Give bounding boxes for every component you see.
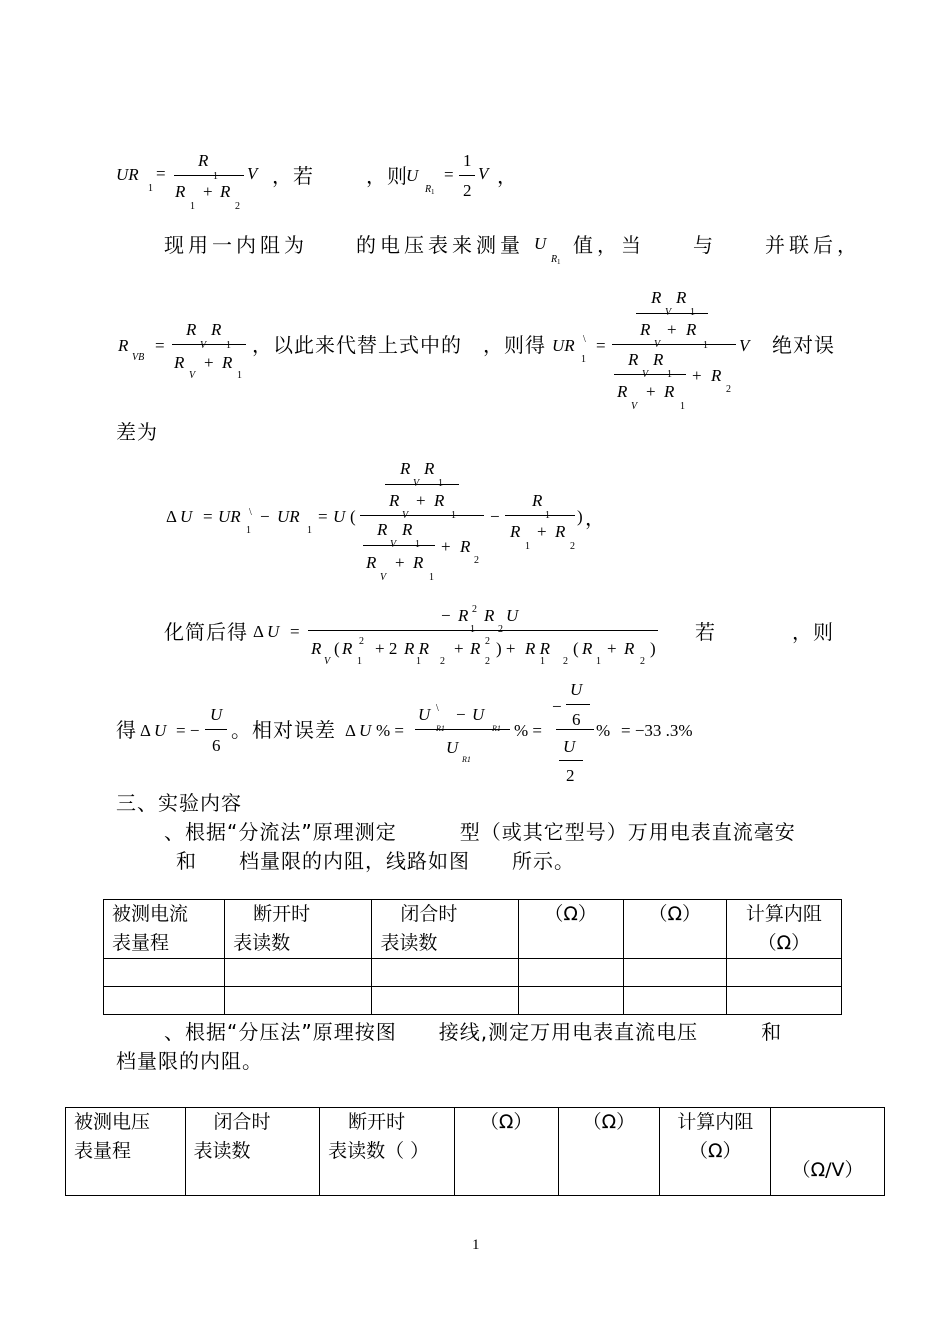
section3-heading: 三、实验内容 <box>116 791 242 815</box>
table-row <box>104 900 842 959</box>
item1-line2: 和 档量限的内阻，线路如图 所示。 <box>176 849 575 873</box>
header-cell: 断开时 表读数 <box>225 900 372 959</box>
line6-ruo: 若 <box>695 620 716 644</box>
table-divider-method <box>65 1107 885 1196</box>
relative-error-value: = −33 .3% <box>621 721 693 740</box>
empty-cell[interactable] <box>726 959 841 987</box>
header-cell: 计算内阻 （Ω） <box>726 900 841 959</box>
empty-cell[interactable] <box>225 987 372 1015</box>
table-row <box>104 987 842 1015</box>
empty-cell[interactable] <box>225 959 372 987</box>
line6-text: 化简后得 <box>164 620 248 644</box>
line3-tail: 绝对误 <box>772 333 835 357</box>
header-cell: 断开时 表读数（ ） <box>320 1108 455 1196</box>
line7-mid: 。相对误差 <box>231 718 336 742</box>
para1-end: 值，当 与 并联后， <box>573 233 861 257</box>
empty-cell[interactable] <box>726 987 841 1015</box>
item2-line1: 、根据“分压法”原理按图 接线,测定万用电表直流电压 和 <box>164 1020 783 1044</box>
header-cell: （Ω） <box>623 900 726 959</box>
table-row <box>66 1108 885 1196</box>
empty-cell[interactable] <box>104 959 225 987</box>
table-row <box>104 959 842 987</box>
table-shunt-method <box>103 899 842 1015</box>
empty-cell[interactable] <box>623 959 726 987</box>
comma-5: ， <box>585 506 606 530</box>
empty-cell[interactable] <box>518 987 623 1015</box>
header-cell: 被测电压 表量程 <box>66 1108 186 1196</box>
empty-cell[interactable] <box>623 987 726 1015</box>
line3-text: ，以此来代替上式中的 ，则得 <box>252 333 546 357</box>
header-cell: （Ω） <box>454 1108 558 1196</box>
header-cell: 计算内阻 （Ω） <box>660 1108 771 1196</box>
header-cell: 被测电流 表量程 <box>104 900 225 959</box>
item2-line2: 档量限的内阻。 <box>116 1049 263 1073</box>
header-cell: （Ω） <box>558 1108 660 1196</box>
empty-cell[interactable] <box>372 959 518 987</box>
line7-de: 得 <box>116 718 137 742</box>
header-cell: 闭合时 表读数 <box>185 1108 320 1196</box>
text-ruo: ，若 <box>272 164 314 188</box>
item1-line1: 、根据“分流法”原理测定 型（或其它型号）万用电表直流毫安 <box>164 820 796 844</box>
empty-cell[interactable] <box>518 959 623 987</box>
empty-cell[interactable] <box>104 987 225 1015</box>
page-number: 1 <box>472 1237 480 1253</box>
text-ze: ，则 <box>366 164 408 188</box>
para1-text: 现用一内阻为 的电压表来测量 <box>164 233 524 257</box>
line4-text: 差为 <box>116 420 158 444</box>
header-cell: 闭合时 表读数 <box>372 900 518 959</box>
comma-1: ， <box>497 164 518 188</box>
line6-ze: ，则 <box>792 620 834 644</box>
header-cell: （Ω/V） <box>771 1108 885 1196</box>
header-cell: （Ω） <box>518 900 623 959</box>
empty-cell[interactable] <box>372 987 518 1015</box>
